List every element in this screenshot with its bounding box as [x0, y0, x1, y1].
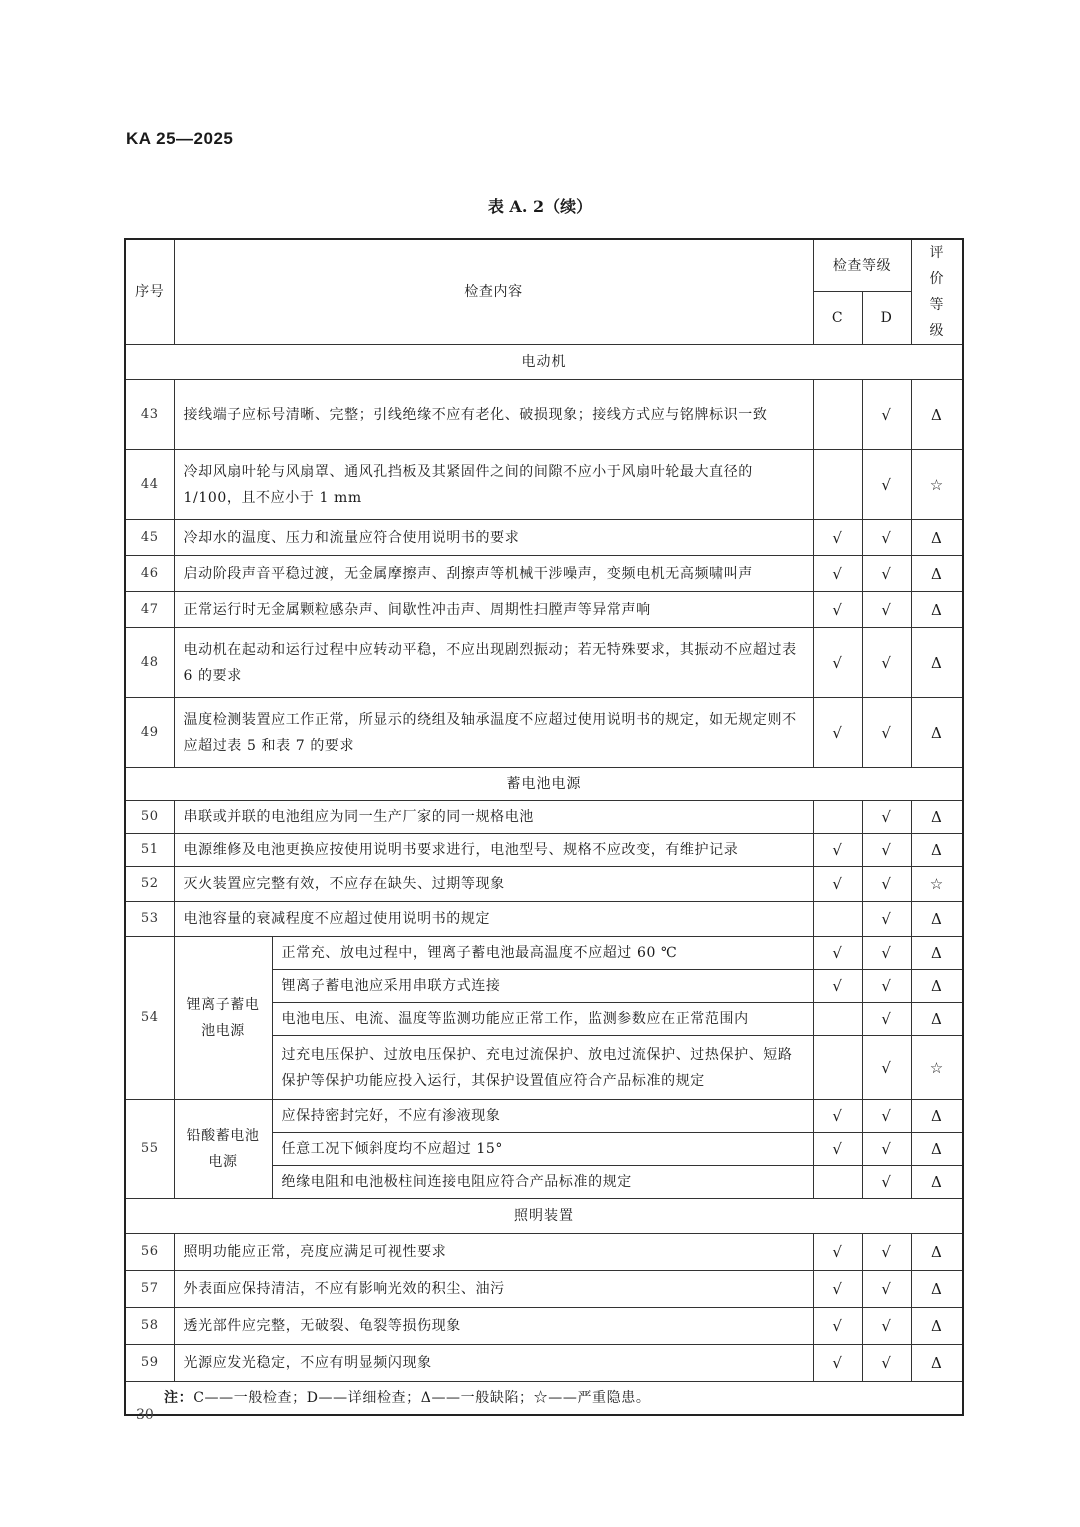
d-mark: √ [862, 1036, 911, 1100]
row-content: 锂离子蓄电池应采用串联方式连接 [272, 970, 813, 1003]
row-content: 外表面应保持清洁，不应有影响光效的积尘、油污 [174, 1271, 813, 1308]
c-mark [813, 1166, 862, 1199]
d-mark: √ [862, 1271, 911, 1308]
c-mark: √ [813, 834, 862, 867]
grade-mark: Δ [911, 902, 963, 937]
c-mark [813, 1003, 862, 1036]
row-number: 54 [125, 937, 174, 1100]
c-mark: √ [813, 867, 862, 902]
row-content: 电池电压、电流、温度等监测功能应正常工作，监测参数应在正常范围内 [272, 1003, 813, 1036]
row-content: 正常运行时无金属颗粒感杂声、间歇性冲击声、周期性扫膛声等异常声响 [174, 592, 813, 628]
inspection-table [124, 238, 964, 1416]
d-mark: √ [862, 1234, 911, 1271]
section-header: 照明装置 [125, 1199, 963, 1234]
d-mark: √ [862, 1100, 911, 1133]
grade-mark: Δ [911, 556, 963, 592]
table-row [125, 834, 963, 867]
header-d: D [862, 292, 911, 345]
note-text: C——一般检查；D——详细检查；Δ——一般缺陷；☆——严重隐患。 [193, 1389, 651, 1406]
grade-mark: Δ [911, 1345, 963, 1382]
c-mark: √ [813, 1234, 862, 1271]
table-row [125, 698, 963, 768]
page-number: 30 [136, 1407, 154, 1423]
row-number: 57 [125, 1271, 174, 1308]
grade-mark: Δ [911, 970, 963, 1003]
c-mark: √ [813, 628, 862, 698]
table-row [125, 867, 963, 902]
section-header: 电动机 [125, 345, 963, 380]
row-content: 灭火装置应完整有效，不应存在缺失、过期等现象 [174, 867, 813, 902]
d-mark: √ [862, 834, 911, 867]
d-mark: √ [862, 970, 911, 1003]
grade-mark: Δ [911, 801, 963, 834]
header-content: 检查内容 [174, 239, 813, 345]
c-mark: √ [813, 592, 862, 628]
table-row [125, 801, 963, 834]
grade-mark: Δ [911, 834, 963, 867]
grade-mark: Δ [911, 937, 963, 970]
row-content: 电动机在起动和运行过程中应转动平稳，不应出现剧烈振动；若无特殊要求，其振动不应超过表 6 的要求 [174, 628, 813, 698]
d-mark: √ [862, 937, 911, 970]
table-row [125, 1345, 963, 1382]
table-row [125, 592, 963, 628]
row-number: 51 [125, 834, 174, 867]
c-mark: √ [813, 970, 862, 1003]
row-content: 任意工况下倾斜度均不应超过 15° [272, 1133, 813, 1166]
d-mark: √ [862, 628, 911, 698]
header-level: 检查等级 [813, 239, 911, 292]
grade-mark: Δ [911, 520, 963, 556]
grade-mark: ☆ [911, 867, 963, 902]
table-row [125, 628, 963, 698]
table-row [125, 450, 963, 520]
row-number: 52 [125, 867, 174, 902]
header-c: C [813, 292, 862, 345]
grade-mark: Δ [911, 1166, 963, 1199]
row-number: 50 [125, 801, 174, 834]
standard-code: KA 25—2025 [126, 129, 234, 148]
grade-mark: Δ [911, 698, 963, 768]
d-mark: √ [862, 801, 911, 834]
d-mark: √ [862, 520, 911, 556]
header-seq: 序号 [125, 239, 174, 345]
group-label: 铅酸蓄电池电源 [174, 1100, 272, 1199]
c-mark [813, 450, 862, 520]
d-mark: √ [862, 867, 911, 902]
table-row [125, 937, 963, 970]
row-number: 45 [125, 520, 174, 556]
row-content: 正常充、放电过程中，锂离子蓄电池最高温度不应超过 60 ℃ [272, 937, 813, 970]
d-mark: √ [862, 592, 911, 628]
c-mark [813, 1036, 862, 1100]
grade-mark: Δ [911, 592, 963, 628]
d-mark: √ [862, 902, 911, 937]
grade-mark: Δ [911, 628, 963, 698]
grade-mark: Δ [911, 1100, 963, 1133]
row-number: 46 [125, 556, 174, 592]
row-number: 49 [125, 698, 174, 768]
table-row [125, 902, 963, 937]
row-content: 冷却水的温度、压力和流量应符合使用说明书的要求 [174, 520, 813, 556]
c-mark: √ [813, 1100, 862, 1133]
table-row [125, 1234, 963, 1271]
table-note [125, 1382, 963, 1415]
row-content: 接线端子应标号清晰、完整；引线绝缘不应有老化、破损现象；接线方式应与铭牌标识一致 [174, 380, 813, 450]
row-content: 透光部件应完整，无破裂、龟裂等损伤现象 [174, 1308, 813, 1345]
row-number: 44 [125, 450, 174, 520]
c-mark [813, 380, 862, 450]
section-header: 蓄电池电源 [125, 768, 963, 801]
table-row [125, 1308, 963, 1345]
c-mark [813, 902, 862, 937]
row-content: 电源维修及电池更换应按使用说明书要求进行，电池型号、规格不应改变，有维护记录 [174, 834, 813, 867]
d-mark: √ [862, 380, 911, 450]
note-label: 注： [164, 1389, 194, 1406]
grade-mark: Δ [911, 380, 963, 450]
c-mark: √ [813, 520, 862, 556]
d-mark: √ [862, 1308, 911, 1345]
c-mark: √ [813, 556, 862, 592]
row-number: 48 [125, 628, 174, 698]
row-content: 应保持密封完好，不应有渗液现象 [272, 1100, 813, 1133]
d-mark: √ [862, 1003, 911, 1036]
c-mark: √ [813, 1308, 862, 1345]
c-mark: √ [813, 698, 862, 768]
table-title: 表 A. 2（续） [487, 197, 593, 216]
c-mark: √ [813, 1271, 862, 1308]
grade-mark: Δ [911, 1271, 963, 1308]
table-row [125, 1271, 963, 1308]
row-number: 43 [125, 380, 174, 450]
d-mark: √ [862, 1133, 911, 1166]
row-content: 光源应发光稳定，不应有明显频闪现象 [174, 1345, 813, 1382]
group-label: 锂离子蓄电池电源 [174, 937, 272, 1100]
row-number: 59 [125, 1345, 174, 1382]
c-mark [813, 801, 862, 834]
grade-mark: ☆ [911, 450, 963, 520]
row-content: 电池容量的衰减程度不应超过使用说明书的规定 [174, 902, 813, 937]
d-mark: √ [862, 698, 911, 768]
d-mark: √ [862, 556, 911, 592]
row-number: 55 [125, 1100, 174, 1199]
grade-mark: Δ [911, 1003, 963, 1036]
grade-mark: ☆ [911, 1036, 963, 1100]
row-content: 启动阶段声音平稳过渡，无金属摩擦声、刮擦声等机械干涉噪声，变频电机无高频啸叫声 [174, 556, 813, 592]
d-mark: √ [862, 1166, 911, 1199]
grade-mark: Δ [911, 1234, 963, 1271]
row-content: 过充电压保护、过放电压保护、充电过流保护、放电过流保护、过热保护、短路保护等保护功能应投入运行，其保护设置值应符合产品标准的规定 [272, 1036, 813, 1100]
row-content: 绝缘电阻和电池极柱间连接电阻应符合产品标准的规定 [272, 1166, 813, 1199]
c-mark: √ [813, 1345, 862, 1382]
grade-mark: Δ [911, 1133, 963, 1166]
row-content: 温度检测装置应工作正常，所显示的绕组及轴承温度不应超过使用说明书的规定，如无规定则不应超过表 5 和表 7 的要求 [174, 698, 813, 768]
table-row [125, 556, 963, 592]
row-number: 47 [125, 592, 174, 628]
row-number: 53 [125, 902, 174, 937]
c-mark: √ [813, 1133, 862, 1166]
row-number: 56 [125, 1234, 174, 1271]
header-grade: 评价等级 [911, 239, 963, 345]
d-mark: √ [862, 1345, 911, 1382]
grade-mark: Δ [911, 1308, 963, 1345]
row-content: 冷却风扇叶轮与风扇罩、通风孔挡板及其紧固件之间的间隙不应小于风扇叶轮最大直径的 1/100，且不应小于 1 mm [174, 450, 813, 520]
d-mark: √ [862, 450, 911, 520]
table-row [125, 520, 963, 556]
row-content: 照明功能应正常，亮度应满足可视性要求 [174, 1234, 813, 1271]
c-mark: √ [813, 937, 862, 970]
row-content: 串联或并联的电池组应为同一生产厂家的同一规格电池 [174, 801, 813, 834]
table-row [125, 1100, 963, 1133]
table-row [125, 380, 963, 450]
row-number: 58 [125, 1308, 174, 1345]
